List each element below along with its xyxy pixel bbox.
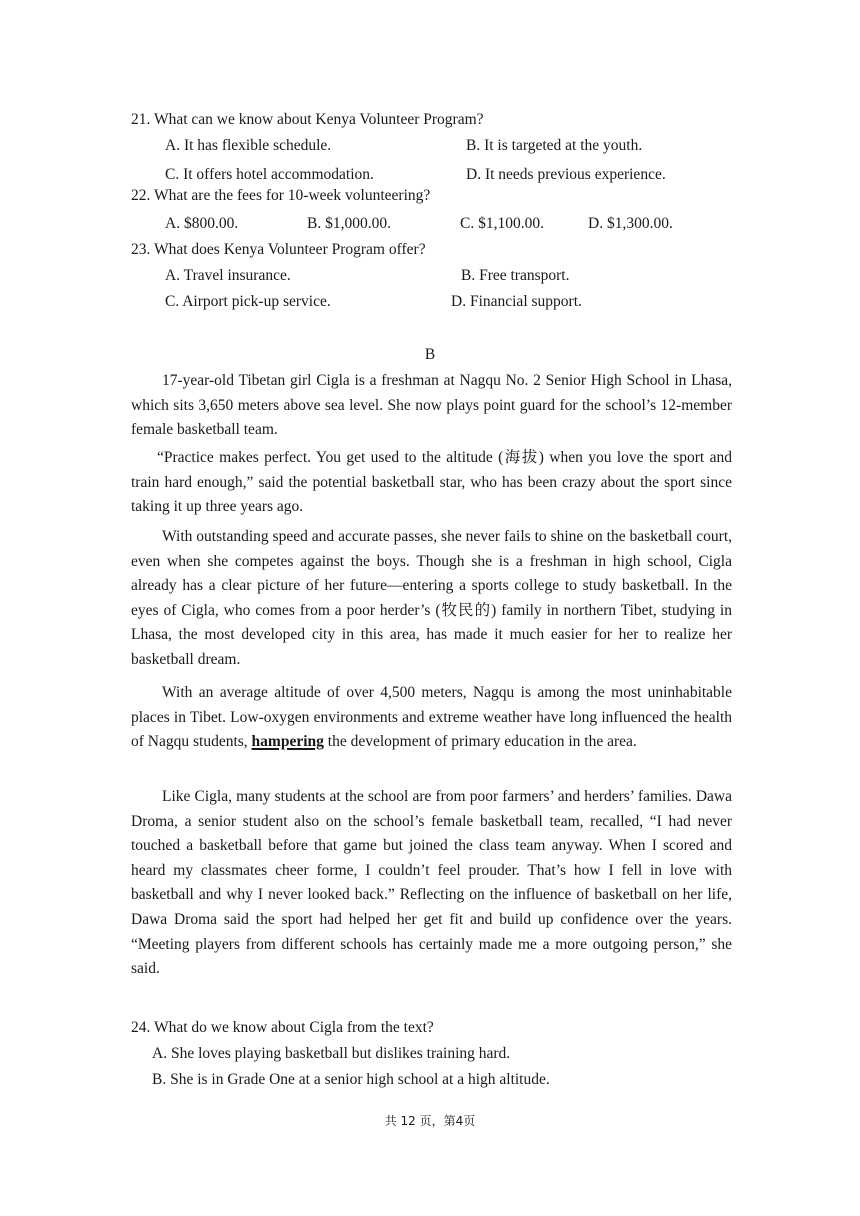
highlighted-word: hampering	[251, 733, 324, 751]
passage-paragraph-5: Like Cigla, many students at the school are from poor farmers’ and herders’ families. Dawa Droma, a senior student also on the school’s female basketball team, recalled, “I had never touched a basketball before that game but joined the class team anyway. When I scored and heard my classmates cheer forme, I couldn’t feel prouder. That’s how I fell in love with basketball and why I never looked back.” Reflecting on the influence of basketball on her life, Dawa Droma said the sport had helped her get fit and build up confidence over the years. “Meeting players from different schools has certainly made me a more outgoing person,” she said.	[131, 788, 732, 978]
paragraph-4-text-end: the development of primary education in the area.	[323, 733, 637, 751]
question-21-option-d: D. It needs previous experience.	[466, 166, 666, 183]
question-21-option-c: C. It offers hotel accommodation.	[165, 166, 374, 183]
question-22-option-c: C. $1,100.00.	[460, 215, 544, 232]
question-22-option-a: A. $800.00.	[165, 215, 239, 232]
question-23-option-c: C. Airport pick-up service.	[165, 293, 331, 310]
question-22-stem: 22. What are the fees for 10-week volunteering?	[131, 187, 431, 204]
section-title: B	[424, 346, 436, 363]
passage-paragraph-3: With outstanding speed and accurate passes, she never fails to shine on the basketball court, even when she competes against the boys. Though she is a freshman in high school, Cigla already has a clear picture of her future—entering a sports college to study basketball. In the eyes of Cigla, who comes from a poor herder’s (牧民的) family in northern Tibet, studying in Lhasa, the most developed city in this area, has made it much easier for her to realize her basketball dream.	[131, 528, 732, 668]
question-24-stem: 24. What do we know about Cigla from the text?	[131, 1019, 434, 1036]
passage-paragraph-1: 17-year-old Tibetan girl Cigla is a freshman at Nagqu No. 2 Senior High School in Lhasa, which sits 3,650 meters above sea level. She now plays point guard for the school’s 12-member female basketball team.	[131, 372, 732, 439]
question-23-option-b: B. Free transport.	[461, 267, 570, 284]
paragraph-4-text-start: With an average altitude of over 4,500 meters, Nagqu is among the most uninhabitable places in Tibet. Low-oxygen environments and extreme weather have long influenced the health of Nagqu students,	[131, 684, 732, 751]
passage-paragraph-4	[131, 681, 732, 755]
question-21-stem: 21. What can we know about Kenya Volunteer Program?	[131, 111, 484, 128]
page-footer: 共 12 页，第4页	[384, 1114, 476, 1128]
question-23-stem: 23. What does Kenya Volunteer Program offer?	[131, 241, 426, 258]
question-23-option-d: D. Financial support.	[451, 293, 582, 310]
question-24-option-b: B. She is in Grade One at a senior high school at a high altitude.	[152, 1071, 550, 1088]
passage-paragraph-2: “Practice makes perfect. You get used to the altitude (海拔) when you love the sport and train hard enough,” said the potential basketball star, who has been crazy about the sport since taking it up three years ago.	[131, 449, 732, 516]
question-23-option-a: A. Travel insurance.	[165, 267, 291, 284]
question-22-option-d: D. $1,300.00.	[588, 215, 673, 232]
question-21-option-a: A. It has flexible schedule.	[165, 137, 332, 154]
question-21-option-b: B. It is targeted at the youth.	[466, 137, 643, 154]
question-22-option-b: B. $1,000.00.	[307, 215, 391, 232]
question-24-option-a: A. She loves playing basketball but dislikes training hard.	[152, 1045, 511, 1062]
